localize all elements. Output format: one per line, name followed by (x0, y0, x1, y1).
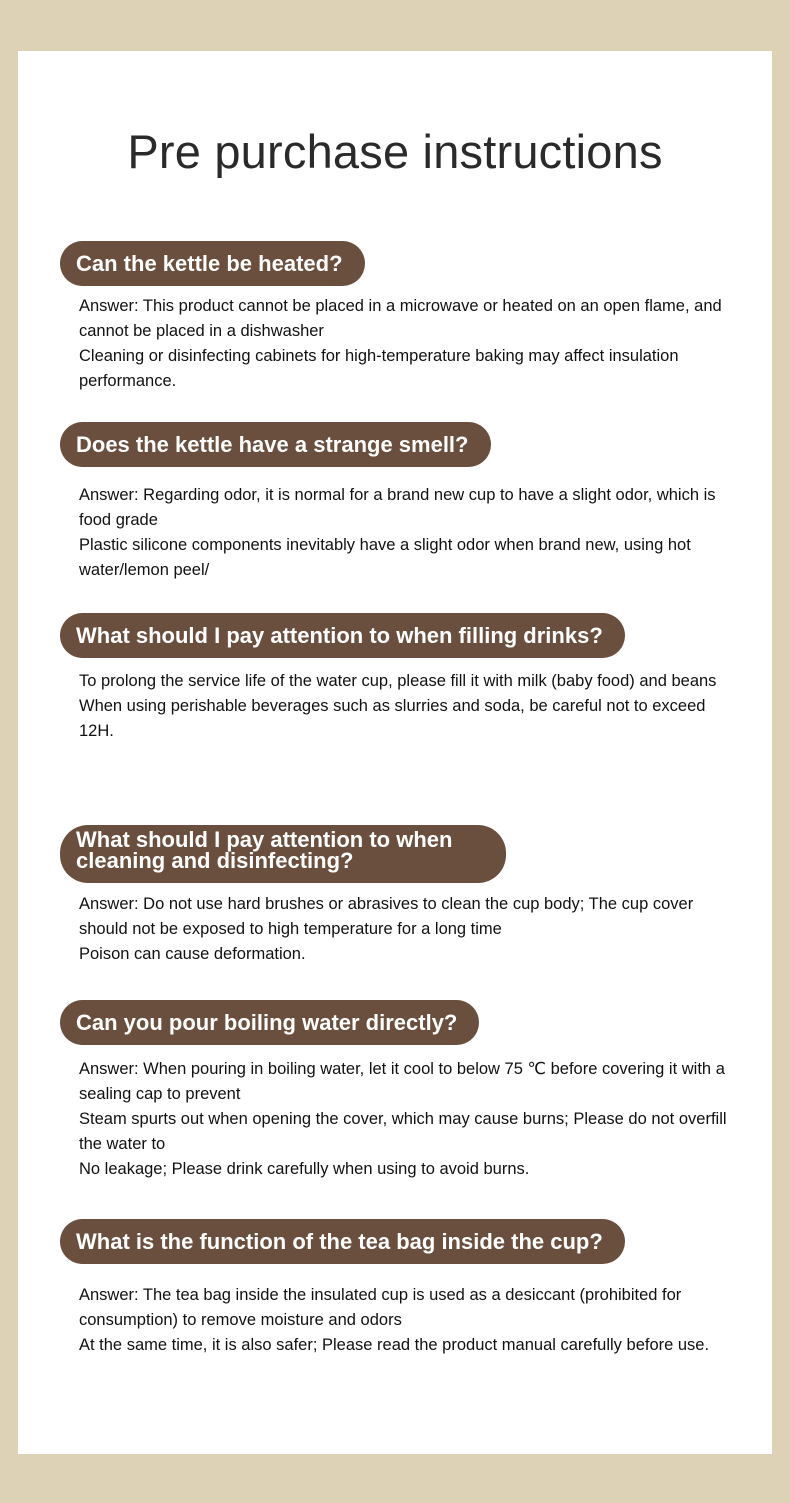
answer-paragraph: Answer: When pouring in boiling water, let it cool to below 75 ℃ before covering it with a sealing cap to prevent (79, 1060, 725, 1103)
answer-paragraph: To prolong the service life of the water cup, please fill it with milk (baby food) and beans (79, 672, 717, 690)
answer-paragraph: When using perishable beverages such as slurries and soda, be careful not to exceed 12H. (79, 697, 706, 740)
faq-question-3: What should I pay attention to when filling drinks? (60, 613, 625, 658)
faq-answer-2 (79, 483, 739, 583)
faq-question-6: What is the function of the tea bag inside the cup? (60, 1219, 625, 1264)
answer-paragraph: Steam spurts out when opening the cover, which may cause burns; Please do not overfill the water to (79, 1110, 727, 1153)
answer-paragraph: Answer: Do not use hard brushes or abrasives to clean the cup body; The cup cover should not be exposed to high temperature for a long time (79, 895, 694, 938)
answer-paragraph: Answer: This product cannot be placed in a microwave or heated on an open flame, and cannot be placed in a dishwasher (79, 297, 722, 340)
answer-paragraph: No leakage; Please drink carefully when using to avoid burns. (79, 1160, 530, 1178)
answer-paragraph: Cleaning or disinfecting cabinets for high-temperature baking may affect insulation performance. (79, 347, 679, 390)
faq-answer-3 (79, 669, 739, 744)
answer-paragraph: At the same time, it is also safer; Please read the product manual carefully before use. (79, 1336, 710, 1354)
answer-paragraph: Plastic silicone components inevitably have a slight odor when brand new, using hot water/lemon peel/ (79, 536, 691, 579)
answer-paragraph: Answer: Regarding odor, it is normal for a brand new cup to have a slight odor, which is food grade (79, 486, 716, 529)
faq-answer-5 (79, 1057, 739, 1182)
page-title: Pre purchase instructions (127, 125, 663, 178)
answer-paragraph: Poison can cause deformation. (79, 945, 306, 963)
faq-question-5: Can you pour boiling water directly? (60, 1000, 479, 1045)
answer-paragraph: Answer: The tea bag inside the insulated cup is used as a desiccant (prohibited for consumption) to remove moisture and odors (79, 1286, 682, 1329)
faq-answer-4 (79, 892, 739, 967)
faq-question-1: Can the kettle be heated? (60, 241, 365, 286)
faq-question-2: Does the kettle have a strange smell? (60, 422, 491, 467)
faq-answer-1 (79, 294, 739, 394)
faq-question-4: What should I pay attention to when cleaning and disinfecting? (60, 825, 506, 883)
faq-answer-6 (79, 1283, 739, 1358)
